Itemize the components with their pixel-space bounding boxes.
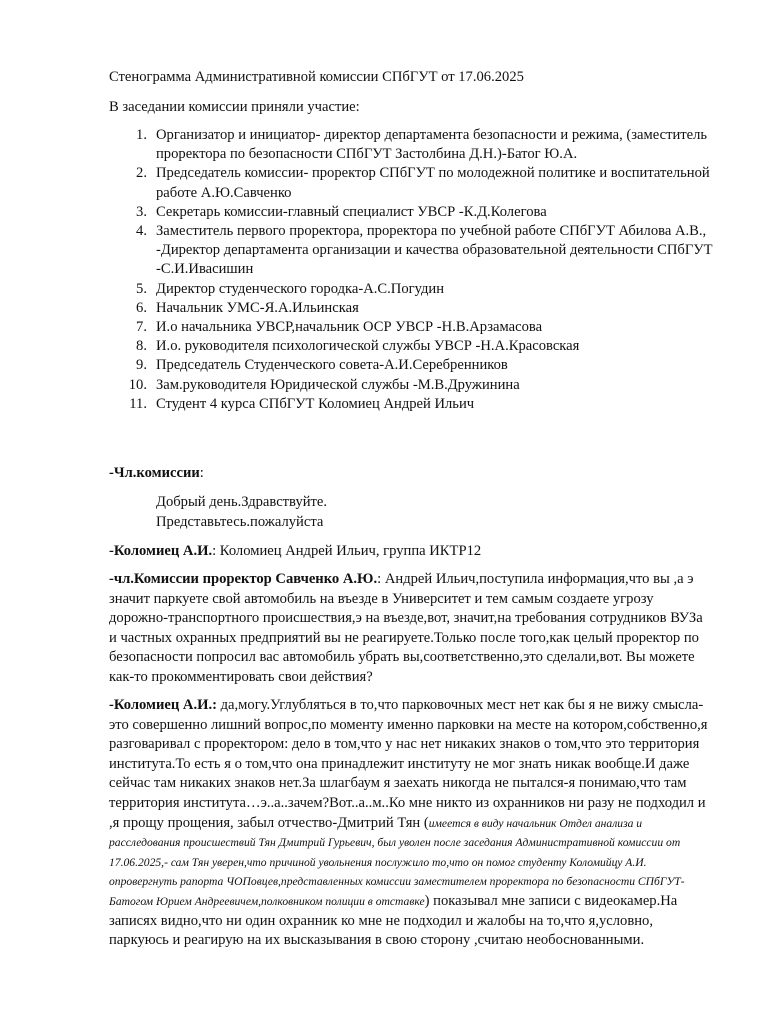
speaker-block-kolomiets-answer xyxy=(109,696,709,951)
speaker-name: -Коломиец А.И.: xyxy=(109,697,217,713)
list-item xyxy=(109,356,719,375)
speaker-line-kolomiets xyxy=(109,542,704,561)
speaker-colon: : xyxy=(199,465,204,481)
list-number: 11. xyxy=(129,395,147,412)
greeting-line: Представьтесь.пожалуйста xyxy=(156,514,324,530)
list-item xyxy=(109,126,719,164)
document-title: Стенограмма Административной комиссии СПбГУТ от 17.06.2025 xyxy=(109,69,524,85)
speaker-name: -Коломиец А.И. xyxy=(109,543,213,559)
speaker-line-commission xyxy=(109,464,704,483)
list-item-text: И.о. руководителя психологической службы УВСР -Н.А.Красовская xyxy=(156,338,580,355)
list-number: 5. xyxy=(136,280,147,297)
editorial-note: имеется в виду начальник Отдел анализа и расследования происшествий Тян Дмитрий Гурьевич, был уволен после заседания Административной комиссии от 17.06.2025,- сам Тян уверен,что причиной увольнения послужило то,что он помог студенту Коломийцу А.И. опровергнуть рапорта ЧОПовцев,представленных комиссии заместителем проректора по безопасности СПбГУТ-Батогом Юрием Андреевичем,полковником полиции в отставке xyxy=(109,816,685,908)
list-number: 1. xyxy=(136,127,147,143)
list-item xyxy=(109,203,719,222)
list-item-text: Председатель Студенческого совета-А.И.Серебренников xyxy=(156,357,508,374)
list-item-text: Зам.руководителя Юридической службы -М.В.Дружинина xyxy=(156,376,520,393)
list-item xyxy=(109,280,719,299)
speaker-name: -чл.Комиссии проректор Савченко А.Ю. xyxy=(109,571,378,587)
list-number: 4. xyxy=(136,223,147,240)
list-number: 7. xyxy=(136,319,147,336)
list-item-text: Директор студенческого городка-А.С.Погудин xyxy=(156,280,445,297)
list-item-text: Секретарь комиссии-главный специалист УВСР -К.Д.Колегова xyxy=(156,203,547,220)
participants-list xyxy=(109,126,719,414)
speaker-text: : Коломиец Андрей Ильич, группа ИКТР12 xyxy=(212,543,482,559)
list-number: 6. xyxy=(136,299,147,316)
list-number: 3. xyxy=(136,203,147,220)
list-item-text: Заместитель первого проректора, проректора по учебной работе СПбГУТ Абилова А.В., -Директор департамента организации и качества образовательной деятельности СПбГУТ -С.И.Ивасишин xyxy=(156,223,713,278)
participants-intro: В заседании комиссии приняли участие: xyxy=(109,99,360,115)
list-item-text: Организатор и инициатор- директор департамента безопасности и режима, (заместитель проректора по безопасности СПбГУТ Застолбина Д.Н.)-Батог Ю.А. xyxy=(156,127,708,163)
speaker-text: да,могу.Углубляться в то,что парковочных мест нет как бы я не вижу смысла-это совершенно лишний вопрос,по моменту именно парковки на месте на котором,собственно,я разговаривал с проректором: дело в том,что у нас нет никаких знаков о том,что это территория института.То есть я о том,что она принадлежит институту не мог знать никак вообще.И даже сейчас там никаких знаков нет.За шлагбаум я заехать никогда не пытался-я понимаю,что там территория института…э..а..зачем?Вот..а..м..Ко мне никто из охранников ни разу не подходил и ,я прощу прощения, забыл отчество-Дмитрий Тян ( xyxy=(109,697,708,831)
speaker-text: : Андрей Ильич,поступила информация,что вы ,а э значит паркуете свой автомобиль на въезде в Университет и тем самым создаете угрозу дорожно-транспортного происшествия,э на въезде,вот, значит,на требования сотрудников ВУЗа и частных охранных предприятий вы не реагируете.Только после того,как целый проректор по безопасности попросил вас автомобиль убрать вы,соответственно,это сделали,вот. Вы можете как-то прокомментировать свои действия? xyxy=(109,571,703,685)
list-item-text: Председатель комиссии- проректор СПбГУТ по молодежной политике и воспитательной работе А.Ю.Савченко xyxy=(156,165,710,201)
list-item xyxy=(109,222,719,280)
speaker-name: -Чл.комиссии xyxy=(109,465,200,481)
list-item xyxy=(109,376,719,395)
list-item xyxy=(109,337,719,356)
list-item xyxy=(109,318,719,337)
list-number: 10. xyxy=(128,376,147,393)
list-item-text: Студент 4 курса СПбГУТ Коломиец Андрей Ильич xyxy=(156,395,475,412)
speaker-block-savchenko xyxy=(109,570,705,688)
list-item-text: И.о начальника УВСР,начальник ОСР УВСР -Н.В.Арзамасова xyxy=(156,319,543,336)
list-item-text: Начальник УМС-Я.А.Ильинская xyxy=(156,299,359,316)
list-number: 8. xyxy=(136,338,147,355)
greeting-block xyxy=(156,492,327,532)
list-number: 2. xyxy=(136,165,147,182)
list-item xyxy=(109,164,719,202)
speaker-text: ) показывал мне записи с видеокамер.На записях видно,что ни один охранник ко мне не подходил и жалобы на то,что я,условно, паркуюсь и реагирую на их высказывания в свою сторону ,считаю необоснованными. xyxy=(109,892,678,949)
greeting-line: Добрый день.Здравствуйте. xyxy=(156,494,328,510)
list-item xyxy=(109,299,719,318)
list-item xyxy=(109,395,719,414)
list-number: 9. xyxy=(136,357,147,374)
